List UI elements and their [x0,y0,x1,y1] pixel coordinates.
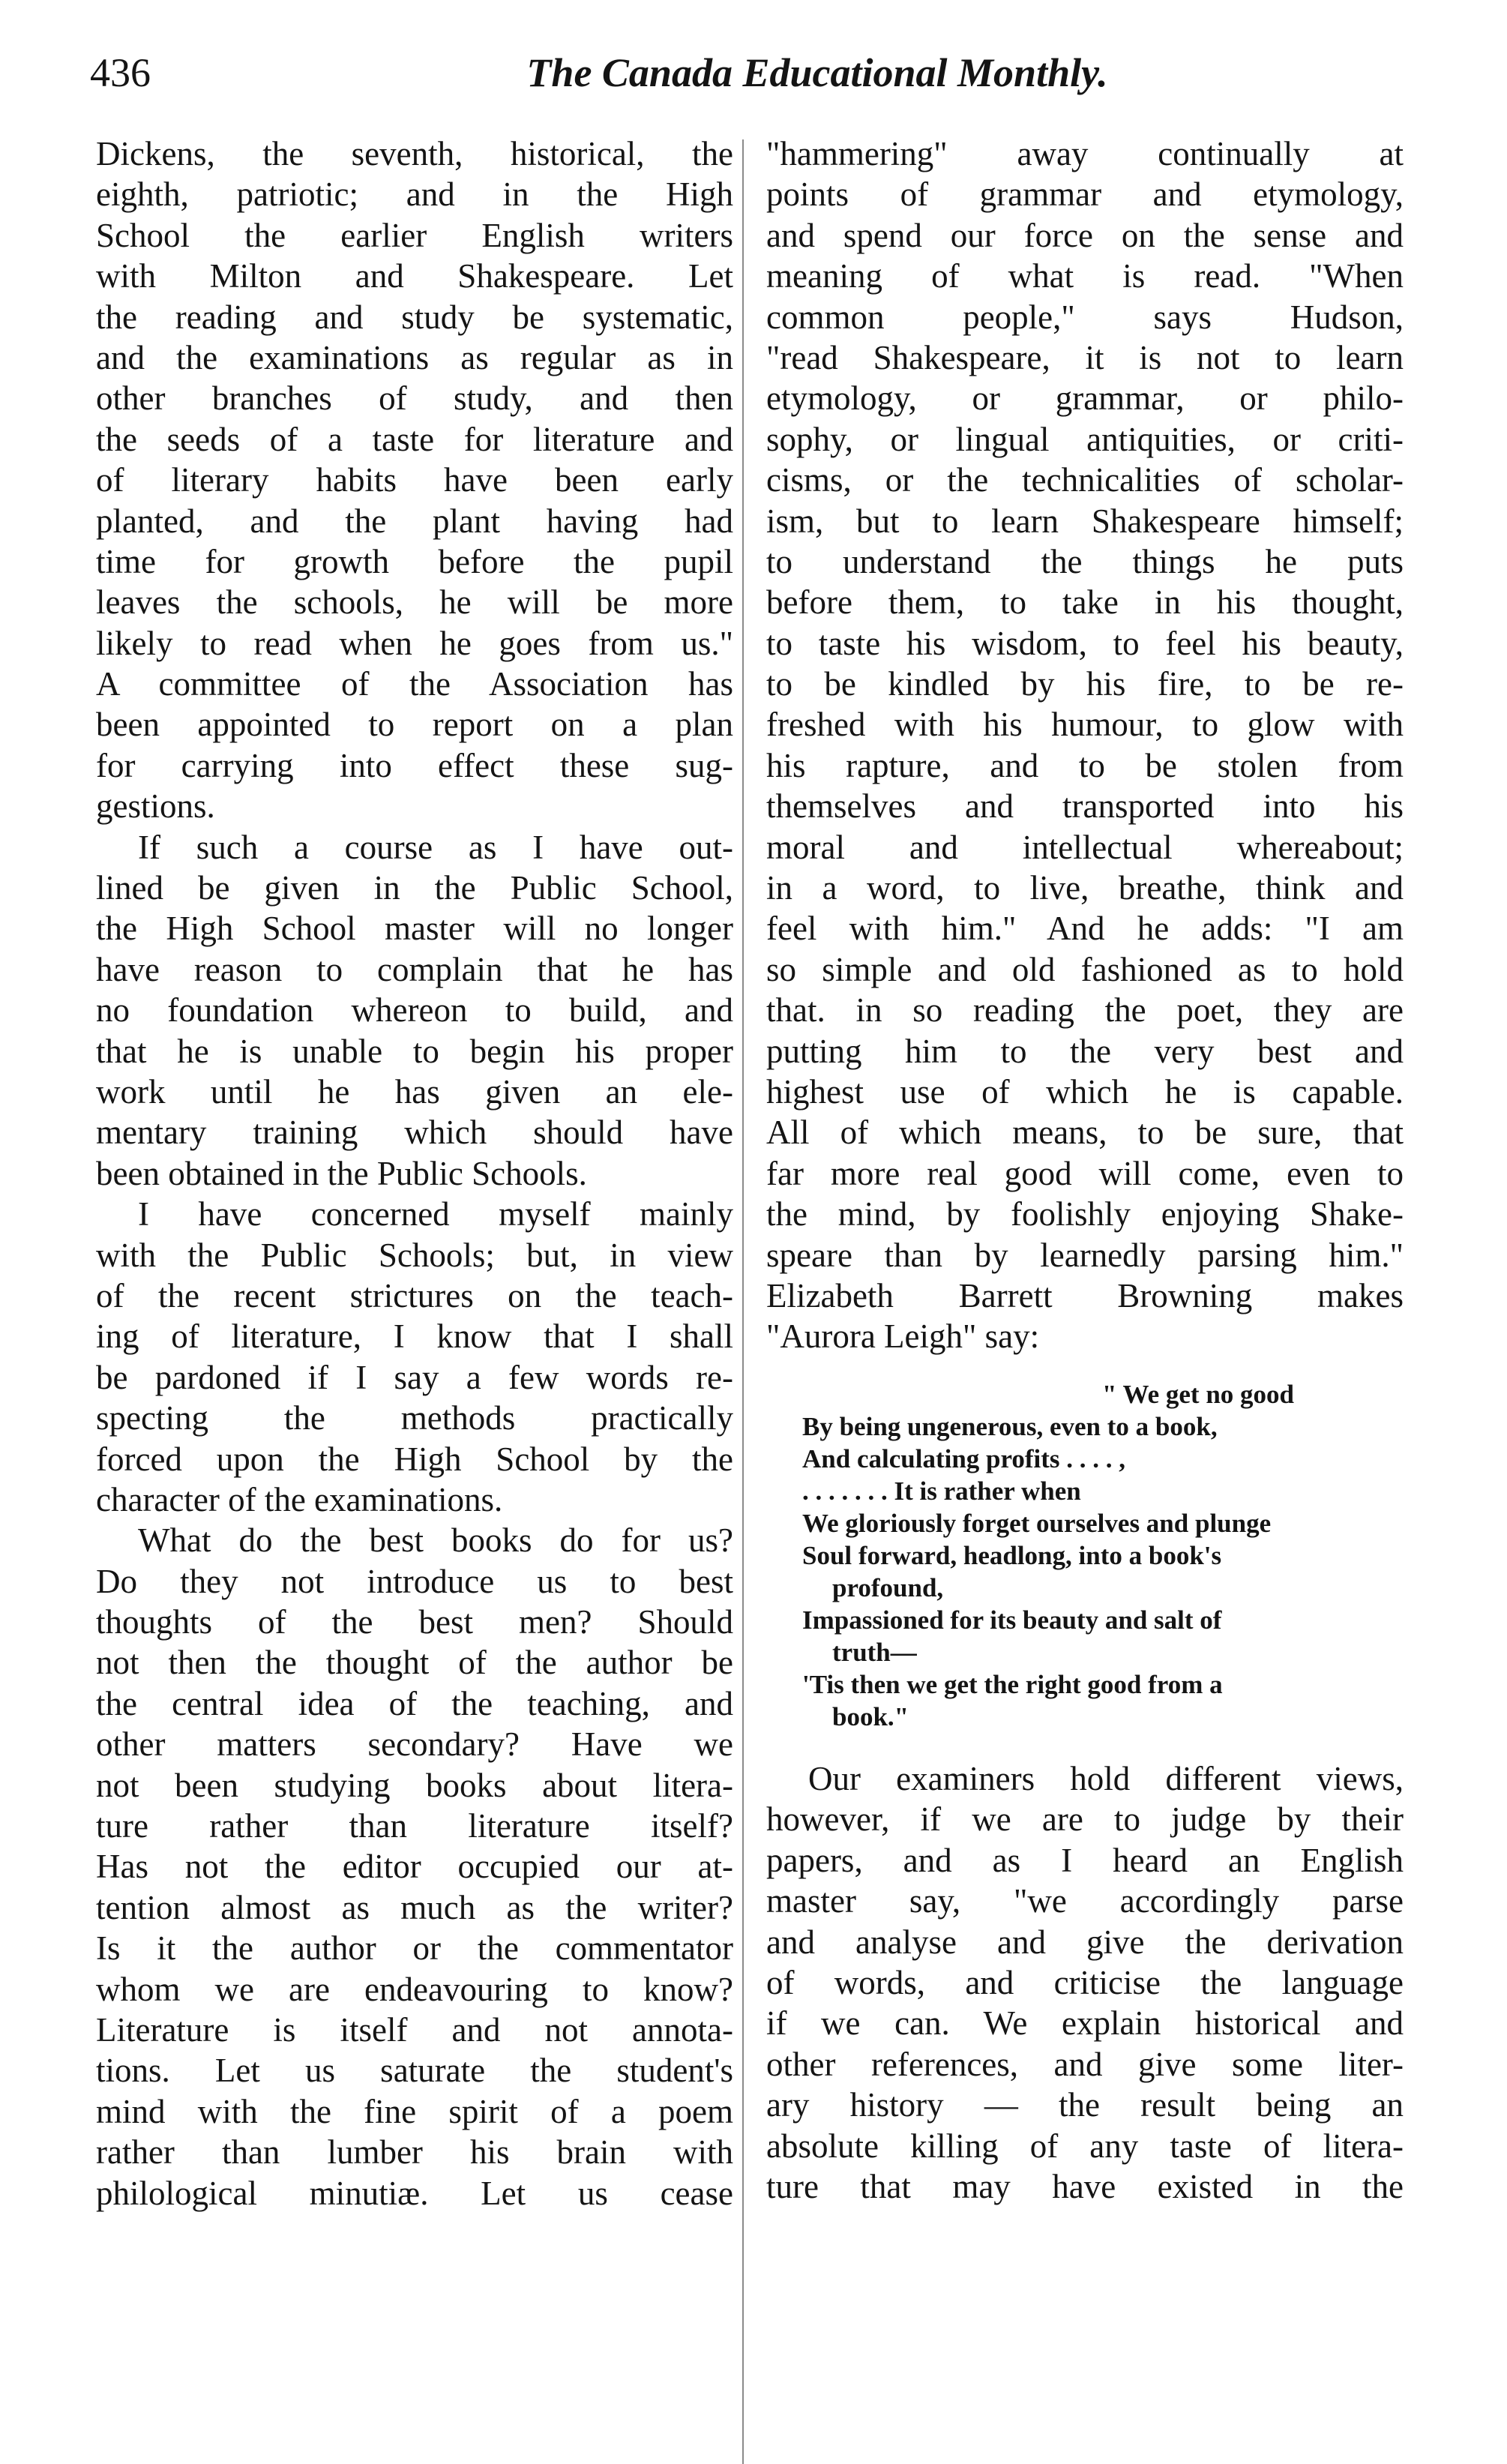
text-line: leaves the schools, he will be more [96,583,733,622]
text-line: freshed with his humour, to glow with [766,706,1404,744]
text-line: time for growth before the pupil [96,542,733,580]
text-line: been appointed to report on a plan [96,706,733,744]
text-line: speare than by learnedly parsing him." [766,1236,1404,1274]
text-line: not been studying books about litera- [96,1766,733,1804]
poem-quotation [802,1378,1410,1733]
text-line: other matters secondary? Have we [96,1725,733,1764]
right-column-lower [766,1758,1404,2207]
text-line: Literature is itself and not annota- [96,2010,733,2049]
text-line: School the earlier English writers [96,216,733,254]
text-line: eighth, patriotic; and in the High [96,175,733,214]
text-line: to taste his wisdom, to feel his beauty, [766,624,1404,662]
text-line: and analyse and give the derivation [766,1923,1404,1961]
text-line: tions. Let us saturate the student's [96,2052,733,2090]
poem-line: profound, [832,1573,944,1602]
running-title: The Canada Educational Monthly. [526,50,1108,95]
text-line: far more real good will come, even to [766,1154,1404,1192]
text-line: Do they not introduce us to best [96,1562,733,1600]
text-line: before them, to take in his thought, [766,583,1404,622]
text-line: and spend our force on the sense and [766,216,1404,254]
text-line: rather than lumber his brain with [96,2133,733,2172]
text-line: work until he has given an ele- [96,1072,733,1111]
page-number: 436 [90,50,151,95]
text-line: so simple and old fashioned as to hold [766,950,1404,988]
text-line: ing of literature, I know that I shall [96,1317,733,1356]
text-line: ary history — the result being an [766,2086,1404,2124]
text-line: sophy, or lingual antiquities, or criti- [766,420,1404,458]
text-line: however, if we are to judge by their [766,1800,1404,1839]
paragraph-first-line: What do the best books do for us? [138,1521,733,1560]
poem-line: " We get no good [1102,1380,1295,1409]
text-line: have reason to complain that he has [96,950,733,988]
text-line: common people," says Hudson, [766,298,1404,336]
text-line: with the Public Schools; but, in view [96,1236,733,1274]
text-line: highest use of which he is capable. [766,1072,1404,1111]
poem-line: truth— [832,1638,917,1667]
text-line: whom we are endeavouring to know? [96,1970,733,2008]
text-line: master say, "we accordingly parse [766,1882,1404,1920]
text-line: ture that may have existed in the [766,2167,1404,2205]
paragraph-first-line: I have concerned myself mainly [138,1195,733,1233]
text-line: no foundation whereon to build, and [96,991,733,1030]
text-line: that. in so reading the poet, they are [766,991,1404,1030]
text-line: absolute killing of any taste of litera- [766,2127,1404,2165]
right-column-upper [766,133,1404,1357]
text-line: of words, and criticise the language [766,1963,1404,2001]
text-line: mentary training which should have [96,1114,733,1152]
text-line: not then the thought of the author be [96,1644,733,1682]
poem-line: Soul forward, headlong, into a book's [802,1541,1222,1570]
text-line: been obtained in the Public Schools. [96,1154,587,1192]
text-line: the seeds of a taste for literature and [96,420,733,458]
paragraph-first-line: Our examiners hold different views, [808,1760,1404,1797]
poem-line: We gloriously forget ourselves and plunge [802,1509,1272,1538]
text-line: other references, and give some liter- [766,2045,1404,2083]
page-header [90,46,1410,99]
poem-line: 'Tis then we get the right good from a [802,1670,1223,1699]
text-line: philological minutiæ. Let us cease [96,2174,733,2212]
text-line: be pardoned if I say a few words re- [96,1358,733,1396]
text-line: ture rather than literature itself? [96,1807,733,1845]
text-line: Elizabeth Barrett Browning makes [766,1276,1404,1314]
text-line: points of grammar and etymology, [766,175,1404,214]
poem-line: . . . . . . . It is rather when [802,1476,1081,1506]
text-line: with Milton and Shakespeare. Let [96,257,733,295]
text-line: moral and intellectual whereabout; [766,828,1404,866]
text-line: the High School master will no longer [96,910,733,948]
text-line: of the recent strictures on the teach- [96,1276,733,1314]
text-line: A committee of the Association has [96,665,733,703]
text-line: and the examinations as regular as in [96,338,733,376]
text-line: specting the methods practically [96,1399,733,1437]
text-line: forced upon the High School by the [96,1440,733,1478]
text-line: lined be given in the Public School, [96,869,733,907]
text-line: likely to read when he goes from us." [96,624,733,662]
text-line: mind with the fine spirit of a poem [96,2092,733,2130]
text-line: in a word, to live, breathe, think and [766,869,1404,907]
text-line: the reading and study be systematic, [96,298,733,336]
text-line: "hammering" away continually at [766,135,1404,172]
text-line: tention almost as much as the writer? [96,1888,733,1926]
text-line: themselves and transported into his [766,787,1404,826]
text-line: for carrying into effect these sug- [96,746,733,784]
text-line: to understand the things he puts [766,542,1404,580]
text-line: putting him to the very best and [766,1032,1404,1070]
text-line: the mind, by foolishly enjoying Shake- [766,1195,1404,1233]
poem-line: book." [832,1702,909,1731]
text-line: meaning of what is read. "When [766,257,1404,295]
text-line: his rapture, and to be stolen from [766,746,1404,784]
text-line: planted, and the plant having had [96,502,733,540]
column-divider [742,139,744,2464]
text-line: of literary habits have been early [96,461,733,499]
left-column [96,133,733,2214]
text-line: cisms, or the technicalities of scholar- [766,461,1404,499]
text-line: to be kindled by his fire, to be re- [766,665,1404,703]
text-line: Is it the author or the commentator [96,1929,733,1968]
text-line: ism, but to learn Shakespeare himself; [766,502,1404,540]
paragraph-first-line: If such a course as I have out- [138,828,733,866]
text-line: All of which means, to be sure, that [766,1114,1404,1152]
text-line: character of the examinations. [96,1480,503,1518]
text-line: other branches of study, and then [96,379,733,418]
poem-line: And calculating profits . . . . , [802,1444,1126,1473]
text-line: "Aurora Leigh" say: [766,1317,1040,1356]
poem-line: By being ungenerous, even to a book, [802,1412,1218,1441]
text-line: "read Shakespeare, it is not to learn [766,338,1404,376]
poem-line: Impassioned for its beauty and salt of [802,1605,1222,1635]
text-line: papers, and as I heard an English [766,1841,1404,1879]
text-line: the central idea of the teaching, and [96,1684,733,1722]
text-line: thoughts of the best men? Should [96,1603,733,1641]
text-line: feel with him." And he adds: "I am [766,910,1404,948]
text-line: if we can. We explain historical and [766,2004,1404,2043]
text-line: Has not the editor occupied our at- [96,1848,733,1886]
text-line: Dickens, the seventh, historical, the [96,135,733,172]
text-line: gestions. [96,787,215,826]
text-line: etymology, or grammar, or philo- [766,379,1404,418]
text-line: that he is unable to begin his proper [96,1032,733,1070]
